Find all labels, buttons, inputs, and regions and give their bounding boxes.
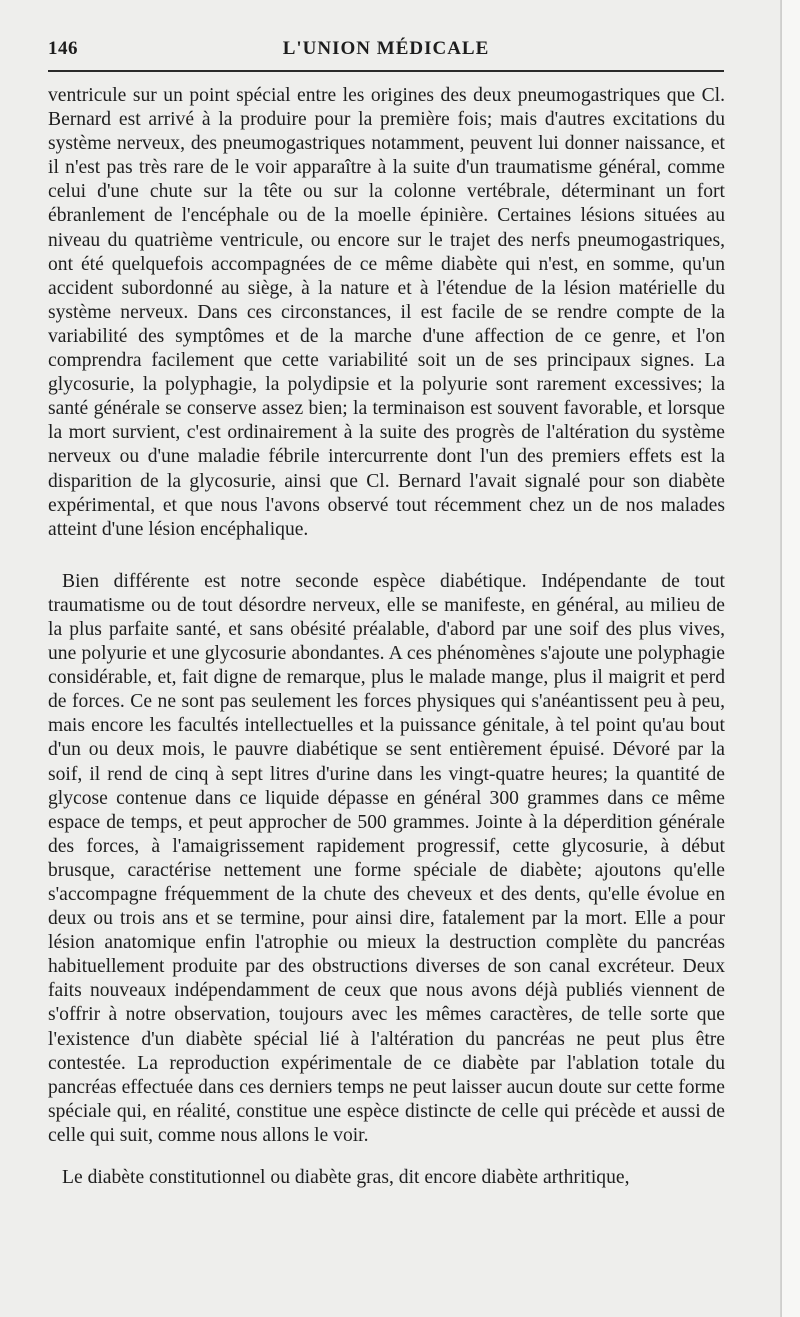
paragraph-1: ventricule sur un point spécial entre les origines des deux pneumogastriques que Cl. Bernard est arrivé à la produire pour la première fois; mais d'autres excitations du système nerveux, des pneumogastriques notamment, peuvent lui donner naissance, et il n'est pas très rare de le voir apparaître à la suite d'un traumatisme général, comme celui d'une chute sur la tête ou sur la colonne vertébrale, déterminant un fort ébranlement de l'encéphale ou de la moelle épinière. Certaines lésions situées au niveau du quatrième ventricule, ou encore sur le trajet des nerfs pneumogastriques, ont été quelquefois accompagnées de ce même diabète qui n'est, en somme, qu'un accident subordonné au siège, à la nature et à l'étendue de la lésion matérielle du système nerveux. Dans ces circonstances, il est facile de se rendre compte de la variabilité des symptômes et de la marche d'une affection de ce genre, et l'on comprendra facilement que cette variabilité soit un de ses principaux signes. La glycosurie, la polyphagie, la polydipsie et la polyurie sont rarement excessives; la santé générale se conserve assez bien; la terminaison est souvent favorable, et lorsque la mort survient, c'est ordinairement à la suite des progrès de l'altération du système nerveux ou d'une maladie fébrile intercurrente dont l'un des premiers effets est la disparition de la glycosurie, ainsi que Cl. Bernard l'avait signalé pour son diabète expérimental, et que nous l'avons observé tout récemment chez un de nos malades atteint d'une lésion encéphalique. xyxy=(48,85,725,540)
article-body xyxy=(48,84,725,1190)
page-number: 146 xyxy=(48,38,78,59)
page-edge xyxy=(781,0,800,1317)
page-header xyxy=(48,38,724,64)
running-title: L'UNION MÉDICALE xyxy=(282,38,490,59)
header-rule xyxy=(48,70,724,72)
paragraph-3: Le diabète constitutionnel ou diabète gras, dit encore diabète arthritique, xyxy=(62,1167,630,1189)
paragraph-2: Bien différente est notre seconde espèce diabétique. Indépendante de tout traumatisme ou de tout désordre nerveux, elle se manifeste, en général, au milieu de la plus parfaite santé, et sans obésité préalable, d'abord par une soif des plus vives, une polyurie et une glycosurie abondantes. A ces phénomènes s'ajoute une polyphagie considérable, et, fait digne de remarque, plus le malade mange, plus il maigrit et perd de forces. Ce ne sont pas seulement les forces physiques qui s'anéantissent peu à peu, mais encore les facultés intellectuelles et la puissance génitale, à tel point qu'au bout d'un ou deux mois, le pauvre diabétique se sent entièrement épuisé. Dévoré par la soif, il rend de cinq à sept litres d'urine dans les vingt-quatre heures; la quantité de glycose contenue dans ce liquide dépasse en général 300 grammes dans ce même espace de temps, et peut approcher de 500 grammes. Jointe à la déperdition générale des forces, à l'amaigrissement rapidement progressif, cette glycosurie, à début brusque, caractérise nettement une forme spéciale de diabète; ajoutons qu'elle s'accompagne fréquemment de la chute des cheveux et des dents, qu'elle évolue en deux ou trois ans et se termine, pour ainsi dire, fatalement par la mort. Elle a pour lésion anatomique enfin l'atrophie ou mieux la destruction complète du pancréas habituellement produite par des obstructions diverses de son canal excréteur. Deux faits nouveaux indépendamment de ceux que nous avons déjà publiés viennent de s'offrir à notre observation, toujours avec les mêmes caractères, de telle sorte que l'existence d'un diabète spécial lié à l'altération du pancréas ne peut plus être contestée. La reproduction expérimentale de ce diabète par l'ablation totale du pancréas effectuée dans ces derniers temps ne peut laisser aucun doute sur cette forme spéciale qui, en réalité, constitue une espèce distincte de celle qui précède et aussi de celle qui suit, comme nous allons le voir. xyxy=(48,570,725,1146)
